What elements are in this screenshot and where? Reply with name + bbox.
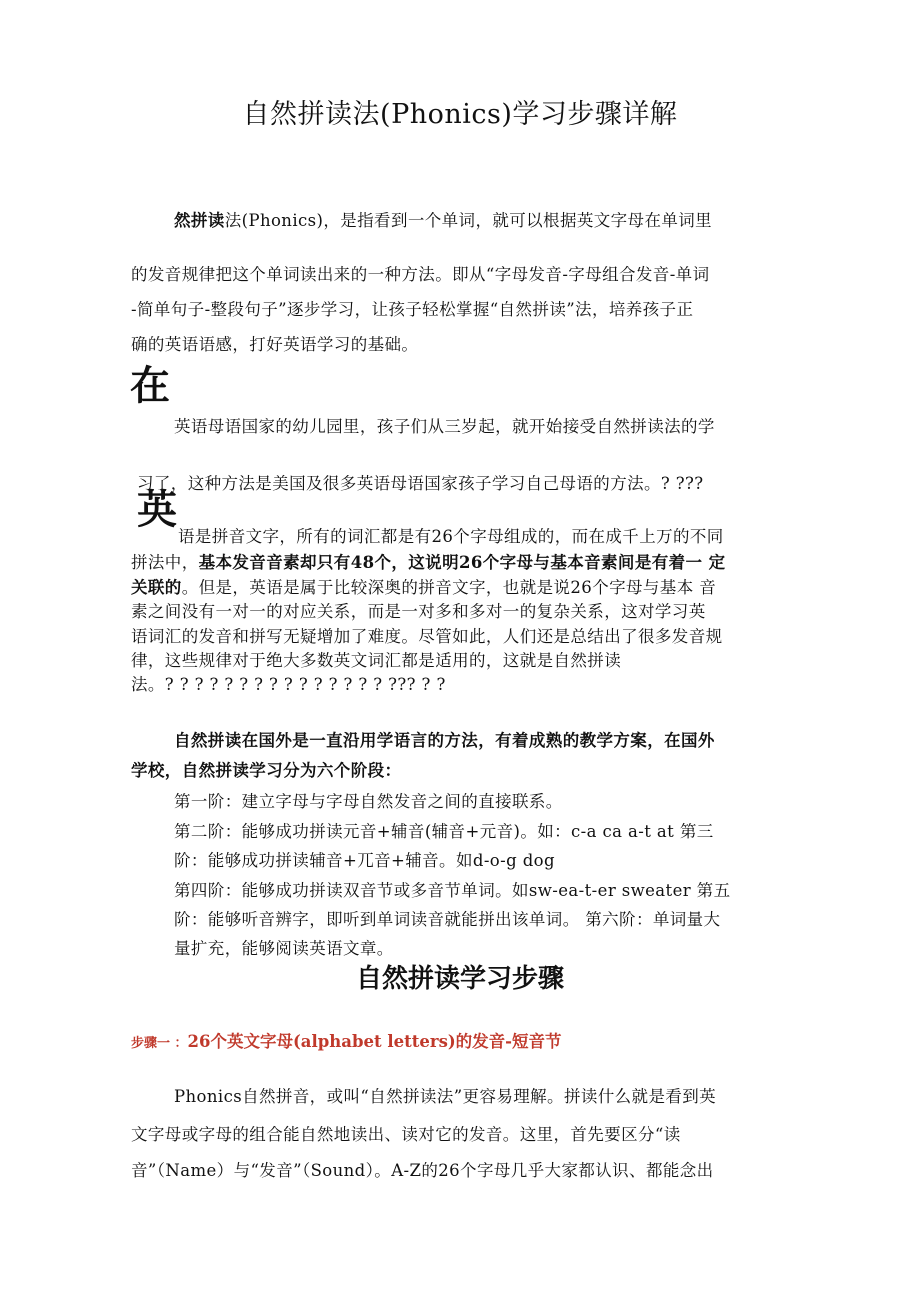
- para3-line-4: 素之间没有一对一的对应关系，而是一对多和多对一的复杂关系，这对学习英: [131, 602, 706, 621]
- para3-line-2-bold: 基本发音音素却只有48个，这说明26个字母与基本音素间是有着一 定: [198, 553, 726, 572]
- document-title: 自然拼读法(Phonics)学习步骤详解: [242, 99, 678, 130]
- step1-text: 26个英文字母(alphabet letters)的发音-短音节: [187, 1032, 562, 1051]
- stage-line-1: 第一阶：建立字母与字母自然发音之间的直接联系。: [174, 792, 563, 811]
- para5-line-2: 文字母或字母的组合能自然地读出、读对它的发音。这里，首先要区分“读: [131, 1125, 681, 1144]
- stage-line-2: 第二阶：能够成功拼读元音+辅音(辅音+元音)。如：c-a ca a-t at 第三: [174, 822, 714, 841]
- para3-line-3-rest: 。但是，英语是属于比较深奥的拼音文字，也就是说26个字母与基本 音: [181, 578, 717, 597]
- intro-line-1: [174, 207, 712, 231]
- drop-char-ying: 英: [137, 486, 177, 533]
- para5-line-1: Phonics自然拼音，或叫“自然拼读法”更容易理解。拼读什么就是看到英: [174, 1087, 717, 1106]
- para2-line-2: 习了，这种方法是美国及很多英语母语国家孩子学习自己母语的方法。? ???: [137, 474, 704, 493]
- para3-line-7: 法。? ? ? ? ? ? ? ? ? ? ? ? ? ? ? ??? ? ?: [131, 675, 446, 694]
- step1-heading: [131, 1028, 562, 1052]
- stage-line-5: 阶：能够听音辨字，即听到单词读音就能拼出该单词。 第六阶：单词量大: [174, 910, 721, 929]
- intro-bold-lead: 然拼读: [174, 211, 225, 230]
- para3-line-3: [131, 574, 716, 598]
- para3-line-3-bold: 关联的: [131, 578, 182, 597]
- para4-line-2: 学校，自然拼读学习分为六个阶段：: [131, 761, 402, 780]
- para3-line-2: [131, 549, 725, 573]
- para3-line-1: 语是拼音文字，所有的词汇都是有26个字母组成的，而在成千上万的不同: [178, 527, 724, 546]
- step1-prefix: 步骤一 ：: [131, 1036, 188, 1051]
- stage-line-4: 第四阶：能够成功拼读双音节或多音节单词。如sw-ea-t-er sweater 第五: [174, 881, 731, 900]
- para3-line-6: 律，这些规律对于绝大多数英文词汇都是适用的，这就是自然拼读: [131, 651, 622, 670]
- intro-line-2: 的发音规律把这个单词读出来的一种方法。即从“字母发音-字母组合发音-单词: [131, 265, 710, 284]
- intro-line-3: -简单句子-整段句子”逐步学习，让孩子轻松掌握“自然拼读”法，培养孩子正: [131, 300, 694, 319]
- para4-line-1: 自然拼读在国外是一直沿用学语言的方法，有着成熟的教学方案，在国外: [174, 731, 715, 750]
- section-heading: 自然拼读学习步骤: [355, 964, 564, 994]
- drop-char-zai: 在: [130, 362, 170, 409]
- intro-line-1-rest: 法(Phonics)，是指看到一个单词，就可以根据英文字母在单词里: [224, 211, 713, 230]
- intro-line-4: 确的英语语感，打好英语学习的基础。: [131, 335, 419, 354]
- para3-line-2-plain: 拼法中，: [131, 553, 199, 572]
- para2-line-1: 英语母语国家的幼儿园里，孩子们从三岁起，就开始接受自然拼读法的学: [174, 417, 715, 436]
- para5-line-3: 音”（Name）与“发音”（Sound）。A-Z的26个字母几乎大家都认识、都能念出: [131, 1161, 714, 1180]
- stage-line-3: 阶：能够成功拼读辅音+兀音+辅音。如d-o-g dog: [174, 851, 555, 870]
- para3-line-5: 语词汇的发音和拼写无疑增加了难度。尽管如此，人们还是总结出了很多发音规: [131, 627, 723, 646]
- stage-line-6: 量扩充，能够阅读英语文章。: [174, 939, 394, 958]
